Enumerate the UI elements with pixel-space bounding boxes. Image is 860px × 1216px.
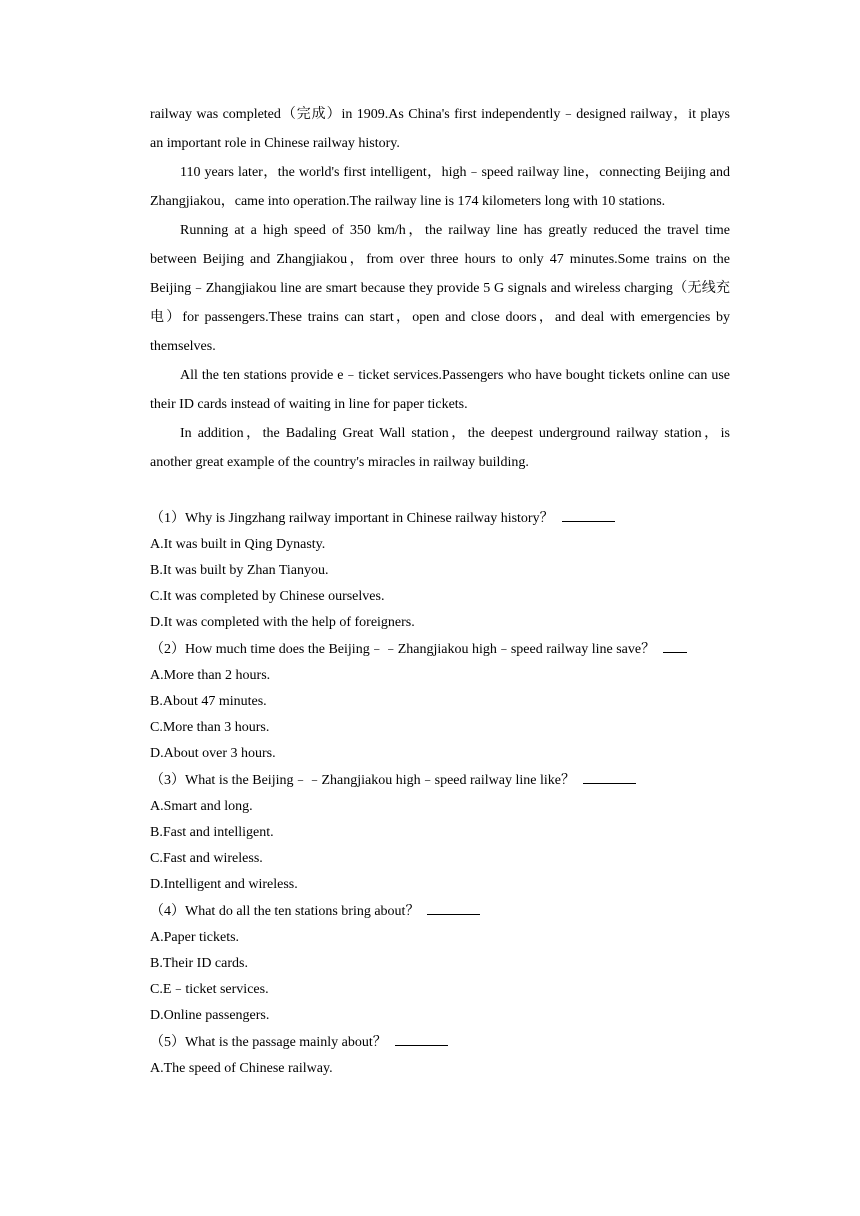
- option-c: C.More than 3 hours.: [150, 720, 270, 735]
- option-b: B.It was built by Zhan Tianyou.: [150, 563, 329, 578]
- option-a: A.Paper tickets.: [150, 930, 240, 945]
- question-stem: （2）How much time does the Beijing﹣﹣Zhangjiakou high﹣speed railway line save？: [150, 636, 730, 663]
- option-a: A.Smart and long.: [150, 799, 253, 814]
- question-5: [150, 1029, 730, 1082]
- option-d: D.Intelligent and wireless.: [150, 877, 298, 892]
- passage-paragraph-2: 110 years later，the world's first intelligent，high﹣speed railway line，connecting Beijing and Zhangjiakou，came into operation.The railway line is 174 kilometers long with 10 stations.: [150, 165, 730, 209]
- option-a: A.More than 2 hours.: [150, 668, 271, 683]
- option-c: C.E﹣ticket services.: [150, 982, 269, 997]
- passage-paragraph-1: railway was completed（完成）in 1909.As China's first independently﹣designed railway，it plays an important role in Chinese railway history.: [150, 107, 730, 151]
- question-4: [150, 898, 730, 1029]
- document-page: [150, 100, 730, 1082]
- question-2: [150, 636, 730, 767]
- option-a: A.It was built in Qing Dynasty.: [150, 537, 326, 552]
- answer-blank[interactable]: [663, 638, 687, 653]
- answer-blank[interactable]: [583, 769, 636, 784]
- question-1: [150, 505, 730, 636]
- option-d: D.It was completed with the help of foreigners.: [150, 615, 415, 630]
- question-stem: （4）What do all the ten stations bring about？: [150, 898, 730, 925]
- option-c: C.Fast and wireless.: [150, 851, 263, 866]
- option-b: B.Fast and intelligent.: [150, 825, 274, 840]
- section-gap: [150, 477, 730, 505]
- question-stem: （1）Why is Jingzhang railway important in Chinese railway history？: [150, 505, 730, 532]
- passage-paragraph-4: All the ten stations provide e﹣ticket services.Passengers who have bought tickets online can use their ID cards instead of waiting in line for paper tickets.: [150, 368, 730, 412]
- question-stem: （3）What is the Beijing﹣﹣Zhangjiakou high﹣speed railway line like？: [150, 767, 730, 794]
- option-a: A.The speed of Chinese railway.: [150, 1061, 333, 1076]
- passage-paragraph-5: In addition，the Badaling Great Wall station，the deepest underground railway station，is another great example of the country's miracles in railway building.: [150, 426, 730, 470]
- question-stem: （5）What is the passage mainly about？: [150, 1029, 730, 1056]
- option-c: C.It was completed by Chinese ourselves.: [150, 589, 385, 604]
- option-d: D.About over 3 hours.: [150, 746, 276, 761]
- answer-blank[interactable]: [562, 507, 615, 522]
- option-b: B.About 47 minutes.: [150, 694, 267, 709]
- question-3: [150, 767, 730, 898]
- passage-paragraph-3: Running at a high speed of 350 km/h，the railway line has greatly reduced the travel time between Beijing and Zhangjiakou，from over three hours to only 47 minutes.Some trains on the Beijing﹣Zhangjiakou line are smart because they provide 5 G signals and wireless charging（无线充电）for passengers.These trains can start，open and close doors，and deal with emergencies by themselves.: [150, 223, 730, 354]
- answer-blank[interactable]: [427, 900, 480, 915]
- option-d: D.Online passengers.: [150, 1008, 270, 1023]
- option-b: B.Their ID cards.: [150, 956, 248, 971]
- answer-blank[interactable]: [395, 1031, 448, 1046]
